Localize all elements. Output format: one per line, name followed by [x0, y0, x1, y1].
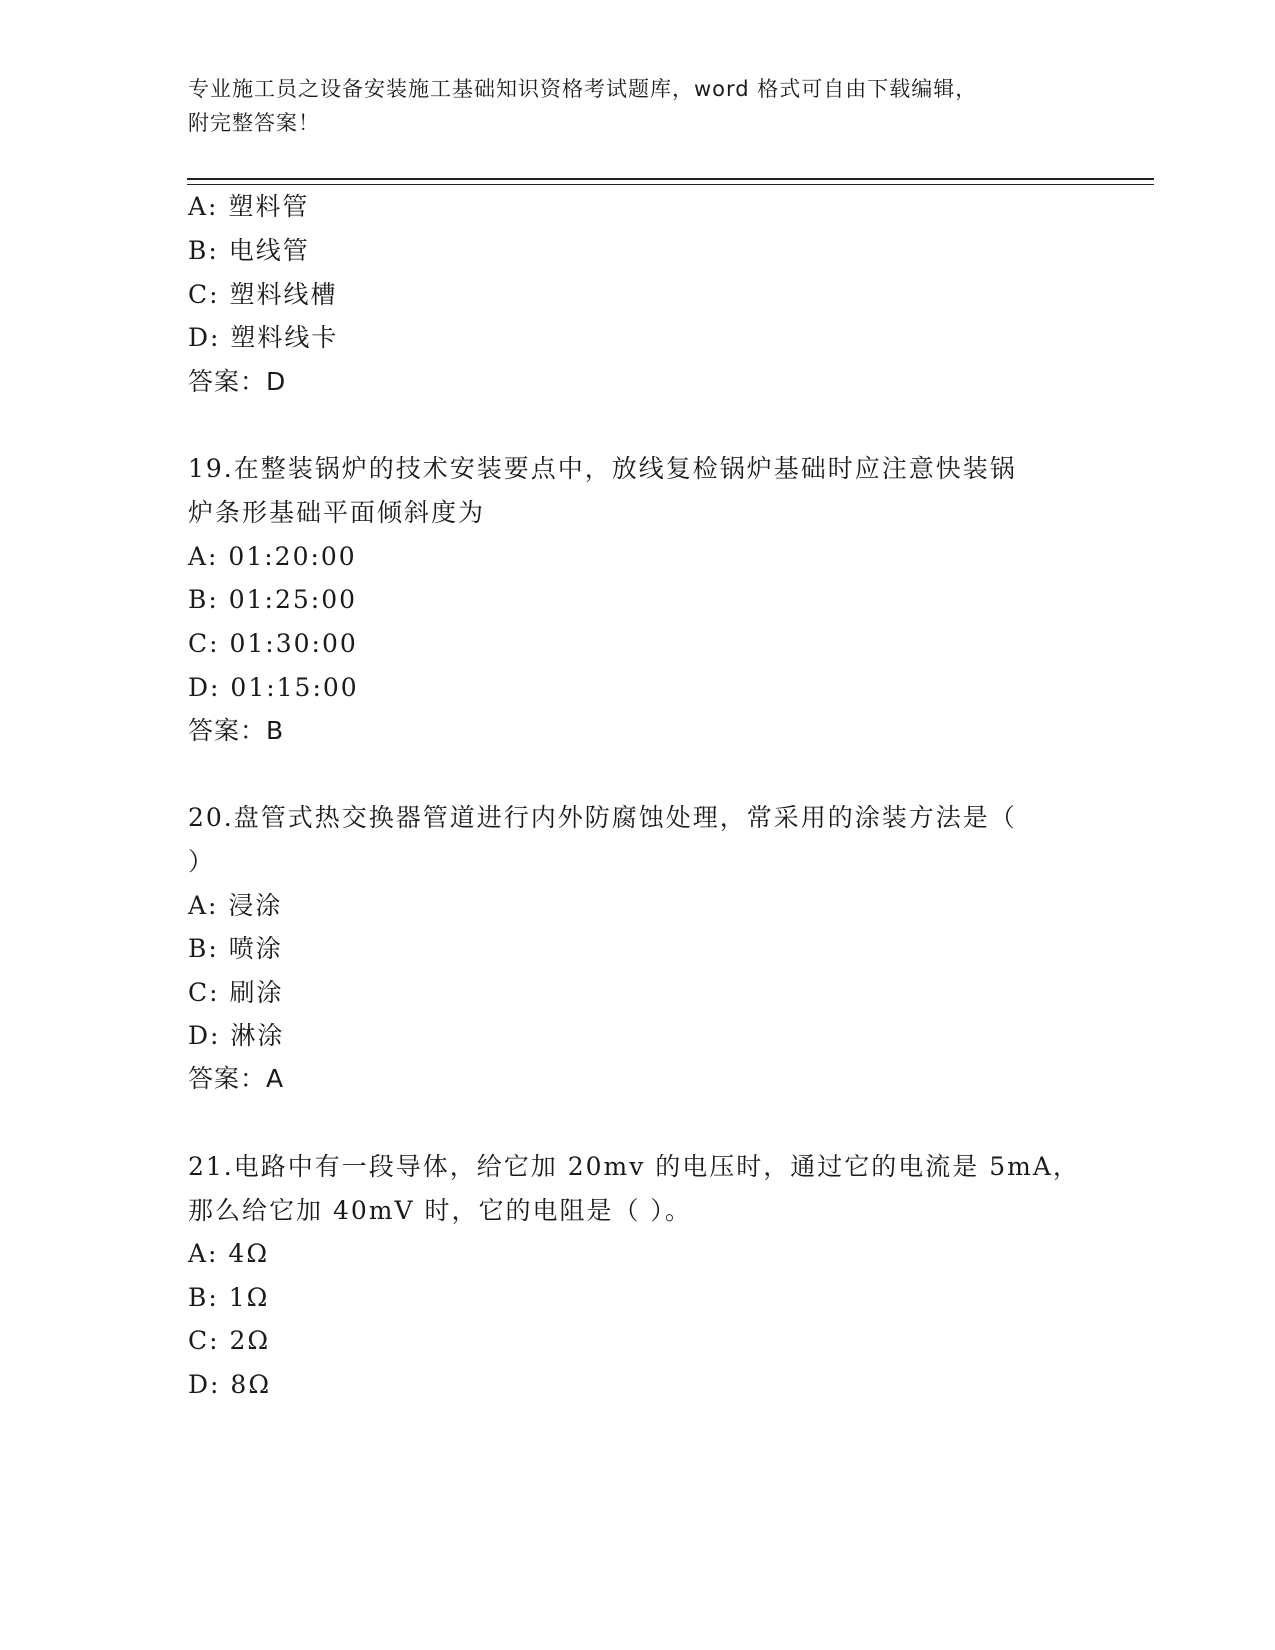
q21-stem-line-2: 那么给它加 40mV 时，它的电阻是（ ）。 — [188, 1196, 692, 1225]
q20-option-d: D: 淋涂 — [188, 1021, 285, 1050]
q19-stem-line-1: 19.在整装锅炉的技术安装要点中，放线复检锅炉基础时应注意快装锅 — [188, 454, 1017, 483]
q21-option-b: B: 1Ω — [188, 1283, 270, 1312]
prev-option-c: C: 塑料线槽 — [188, 280, 338, 309]
header-line-1: 专业施工员之设备安装施工基础知识资格考试题库，word 格式可自由下载编辑， — [188, 77, 978, 101]
q20-answer: 答案：A — [188, 1064, 285, 1093]
q21-option-d: D: 8Ω — [188, 1370, 272, 1399]
q20-stem-line-1: 20.盘管式热交换器管道进行内外防腐蚀处理，常采用的涂装方法是（ — [188, 803, 1017, 832]
q19-option-b: B: 01:25:00 — [188, 585, 358, 614]
q19-option-a: A: 01:20:00 — [188, 542, 357, 571]
q19-stem-line-2: 炉条形基础平面倾斜度为 — [188, 498, 486, 527]
q20-option-c: C: 刷涂 — [188, 978, 284, 1007]
q19-answer: 答案：B — [188, 716, 285, 745]
q21-stem-line-1: 21.电路中有一段导体，给它加 20mv 的电压时，通过它的电流是 5mA， — [188, 1152, 1080, 1181]
q19-option-c: C: 01:30:00 — [188, 629, 358, 658]
q20-stem-line-2: ） — [188, 847, 216, 876]
q20-option-b: B: 喷涂 — [188, 934, 283, 963]
header-divider-thin — [187, 184, 1154, 185]
prev-answer: 答案：D — [188, 367, 287, 396]
q21-option-a: A: 4Ω — [188, 1239, 270, 1268]
q19-option-d: D: 01:15:00 — [188, 673, 359, 702]
prev-option-d: D: 塑料线卡 — [188, 323, 339, 352]
q21-option-c: C: 2Ω — [188, 1326, 271, 1355]
document-header — [188, 72, 1068, 140]
header-line-2: 附完整答案！ — [188, 111, 320, 135]
prev-option-a: A: 塑料管 — [188, 192, 310, 221]
prev-option-b: B: 电线管 — [188, 236, 310, 265]
q20-option-a: A: 浸涂 — [188, 891, 283, 920]
header-divider-thick — [187, 178, 1154, 180]
